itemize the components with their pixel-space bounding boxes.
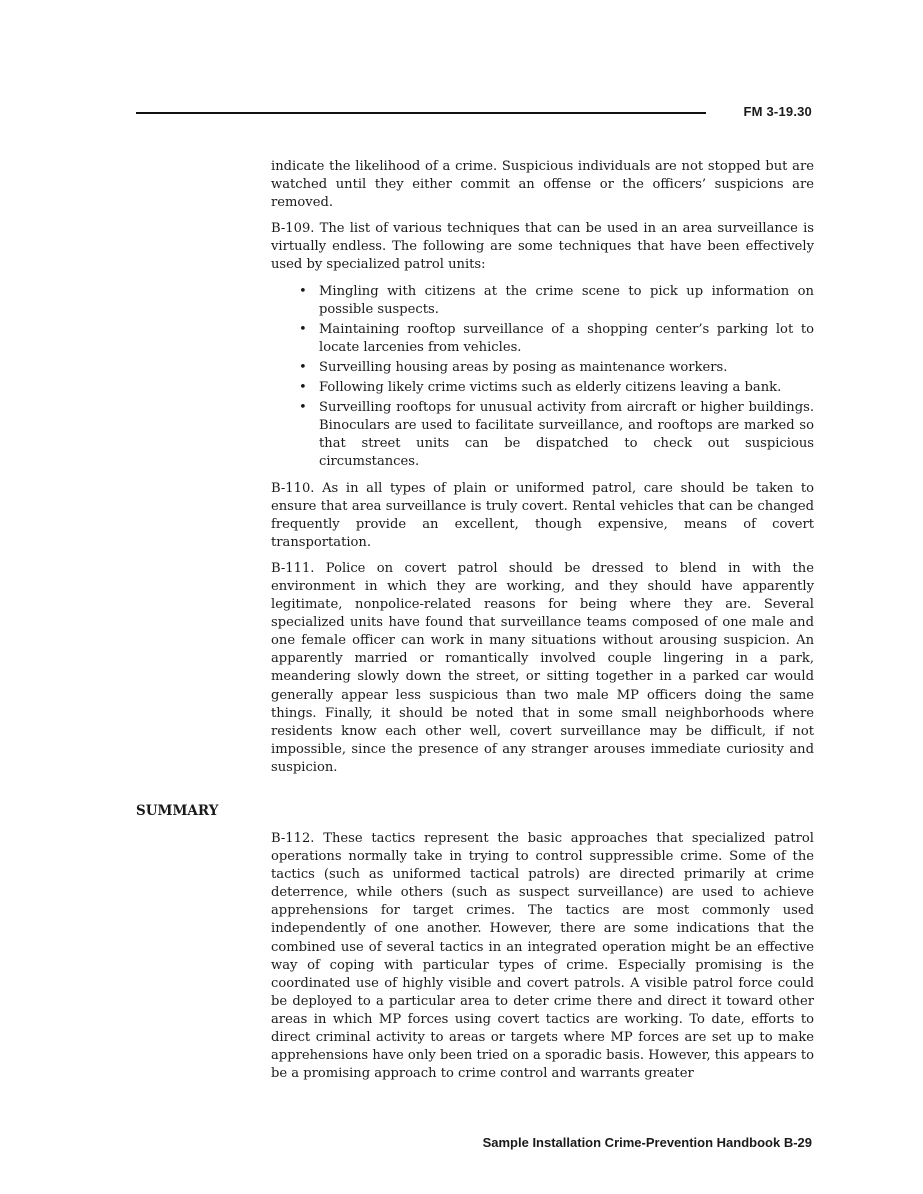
main-body: [271, 158, 814, 785]
document-code: FM 3-19.30: [743, 104, 812, 119]
paragraph-b110: B-110. As in all types of plain or uniformed patrol, care should be taken to ensure that area surveillance is truly covert. Rental vehicles that can be changed frequently provide an excellent, though expensive, means of covert transportation.: [271, 480, 814, 550]
header-rule: [136, 112, 706, 114]
technique-list: [271, 283, 814, 472]
summary-body: [271, 830, 814, 1083]
list-item: • Maintaining rooftop surveillance of a shopping center’s parking lot to locate larcenies from vehicles.: [319, 321, 814, 357]
list-item: • Following likely crime victims such as elderly citizens leaving a bank.: [319, 379, 814, 397]
page-footer: Sample Installation Crime-Prevention Handbook B-29: [482, 1135, 812, 1150]
list-item: • Surveilling rooftops for unusual activity from aircraft or higher buildings. Binoculars are used to facilitate surveillance, and rooftops are marked so that street units can be dispatched to check out suspicious circumstances.: [319, 399, 814, 471]
paragraph-continued: indicate the likelihood of a crime. Suspicious individuals are not stopped but are watched until they either commit an offense or the officers’ suspicions are removed.: [271, 159, 814, 211]
list-item: • Surveilling housing areas by posing as maintenance workers.: [319, 359, 814, 377]
paragraph-b109: B-109. The list of various techniques that can be used in an area surveillance is virtually endless. The following are some techniques that have been effectively used by specialized patrol units:: [271, 221, 814, 273]
paragraph-b111: B-111. Police on covert patrol should be dressed to blend in with the environment in which they are working, and they should have apparently legitimate, nonpolice-related reasons for being where they are. Several specialized units have found that surveillance teams composed of one male and one female officer can work in many situations without arousing suspicion. An apparently married or romantically involved couple lingering in a park, meandering slowly down the street, or sitting together in a parked car would generally appear less suspicious than two male MP officers doing the same things. Finally, it should be noted that in some small neighborhoods where residents know each other well, covert surveillance may be difficult, if not impossible, since the presence of any stranger arouses immediate curiosity and suspicion.: [271, 560, 814, 775]
summary-heading: SUMMARY: [136, 803, 219, 819]
paragraph-b112: B-112. These tactics represent the basic approaches that specialized patrol operations normally take in trying to control suppressible crime. Some of the tactics (such as uniformed tactical patrols) are directed primarily at crime deterrence, while others (such as suspect surveillance) are used to achieve apprehensions for target crimes. The tactics are most commonly used independently of one another. However, there are some indications that the combined use of several tactics in an integrated operation might be an effective way of coping with particular types of crime. Especially promising is the coordinated use of highly visible and covert patrols. A visible patrol force could be deployed to a particular area to deter crime there and direct it toward other areas in which MP forces using covert tactics are working. To date, efforts to direct criminal activity to areas or targets where MP forces are set up to make apprehensions have only been tried on a sporadic basis. However, this appears to be a promising approach to crime control and warrants greater: [271, 831, 814, 1082]
list-item: • Mingling with citizens at the crime scene to pick up information on possible suspects.: [319, 283, 814, 319]
